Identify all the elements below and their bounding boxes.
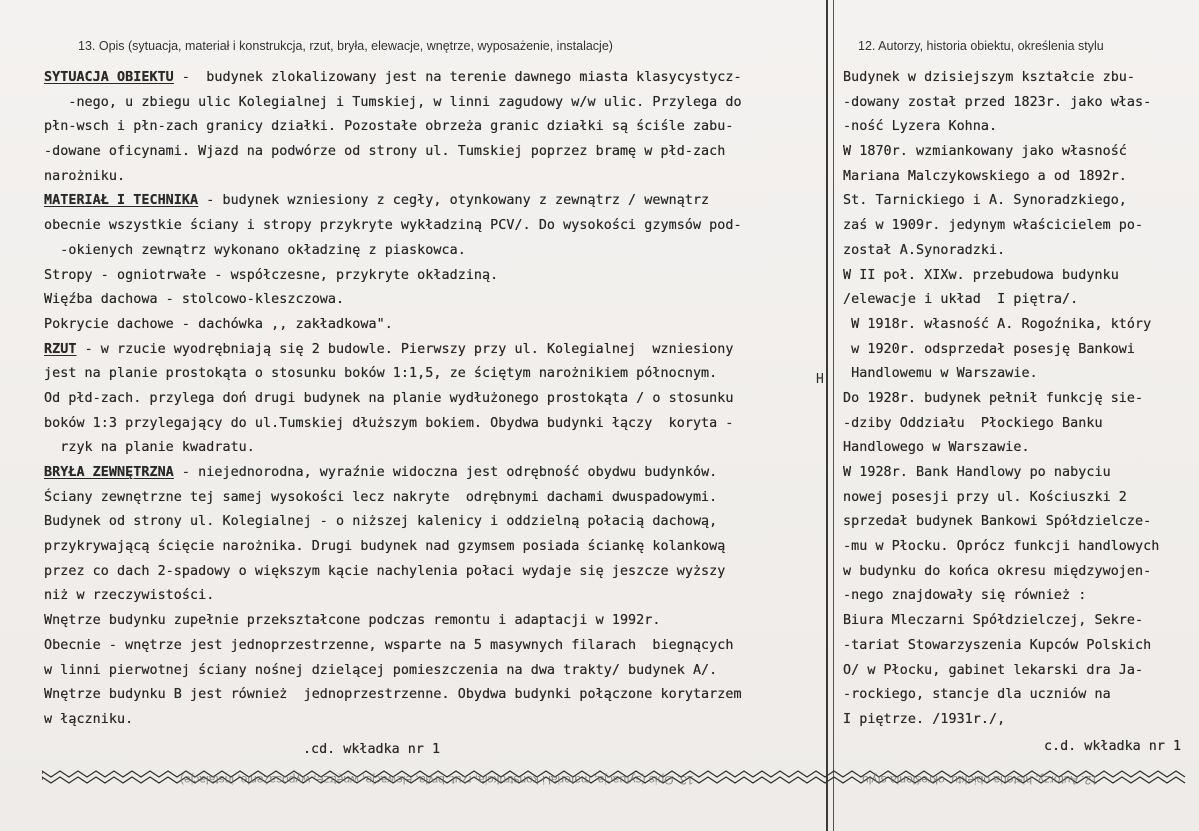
text-line xyxy=(44,66,814,91)
line-text: w łączniku. xyxy=(44,711,134,727)
text-line xyxy=(843,708,1188,733)
text-line xyxy=(44,362,814,387)
text-line xyxy=(843,461,1188,486)
section-13-header: 13. Opis (sytuacja, materiał i konstrukcja, rzut, bryła, elewacje, wnętrze, wyposażenie, instalacje) xyxy=(78,39,613,53)
text-line xyxy=(843,189,1188,214)
line-text: obecnie wszystkie ściany i stropy przykryte wykładziną PCV/. Do wysokości gzymsów pod- xyxy=(44,218,742,234)
text-line xyxy=(843,387,1188,412)
line-text: narożniku. xyxy=(44,168,126,184)
line-text: W 1928r. Bank Handlowy po nabyciu xyxy=(843,465,1111,480)
line-text: W II poł. XIXw. przebudowa budynku xyxy=(843,267,1119,283)
text-line xyxy=(843,338,1188,363)
description-column xyxy=(44,66,814,733)
line-text: rzyk na planie kwadratu. xyxy=(44,440,255,456)
line-text: -dowane oficynami. Wjazd na podwórze od strony ul. Tumskiej poprzez bramę w płd-zach xyxy=(44,144,726,160)
text-line xyxy=(843,140,1188,165)
text-line xyxy=(44,412,814,437)
line-text: St. Tarnickiego i A. Synoradzkiego, xyxy=(843,193,1127,209)
line-text: Pokrycie dachowe - dachówka ,, zakładkowa". xyxy=(44,316,393,332)
text-line xyxy=(44,659,814,684)
text-line xyxy=(44,115,814,140)
line-text: Ściany zewnętrzne tej samej wysokości lecz nakryte odrębnymi dachami dwuspadowymi. xyxy=(44,489,718,505)
section-label: SYTUACJA OBIEKTU xyxy=(44,70,174,85)
text-line xyxy=(843,165,1188,190)
line-text: -okienych zewnątrz wykonano okładzinę z piaskowca. xyxy=(44,242,466,258)
text-line xyxy=(843,214,1188,239)
mirrored-footer-right: 12. Autorzy, historia obiektu, określenia stylu xyxy=(862,773,1098,787)
line-text: jest na planie prostokąta o stosunku boków 1:1,5, ze ściętym narożnikiem północnym. xyxy=(44,366,718,382)
line-text: /elewacje i układ I piętra/. xyxy=(843,292,1079,308)
history-column xyxy=(843,66,1188,733)
text-line xyxy=(843,436,1188,461)
text-line xyxy=(843,66,1188,91)
text-line xyxy=(44,486,814,511)
text-line xyxy=(843,115,1188,140)
line-text: Mariana Malczykowskiego a od 1892r. xyxy=(843,168,1127,184)
text-line xyxy=(44,313,814,338)
line-text: Wnętrze budynku B jest również jednoprzestrzenne. Obydwa budynki połączone korytarzem xyxy=(44,687,742,703)
line-text: przez co dach 2-spadowy o większym kącie nachylenia połaci wydaje się jeszcze wyższy xyxy=(44,563,726,579)
line-text: Od płd-zach. przylega doń drugi budynek na planie wydłużonego prostokąta / o stosunku xyxy=(44,390,734,406)
column-divider-secondary xyxy=(833,0,834,831)
text-line xyxy=(843,535,1188,560)
text-line xyxy=(843,288,1188,313)
text-line xyxy=(44,140,814,165)
text-line xyxy=(44,708,814,733)
text-line xyxy=(44,189,814,214)
line-text: w linni pierwotnej ściany nośnej dzielącej pomieszczenia na dwa trakty/ budynek A/. xyxy=(44,662,718,678)
line-text: Obecnie - wnętrze jest jednoprzestrzenne, wsparte na 5 masywnych filarach biegnących xyxy=(44,637,734,653)
text-line xyxy=(843,584,1188,609)
line-text: został A.Synoradzki. xyxy=(843,242,1006,258)
margin-marker: H xyxy=(816,372,824,387)
line-text: płn-wsch i płn-zach granicy działki. Pozostałe obrzeża granic działki są ściśle zabu- xyxy=(44,119,734,135)
text-line xyxy=(843,486,1188,511)
text-line xyxy=(843,239,1188,264)
text-line xyxy=(44,683,814,708)
text-line xyxy=(843,412,1188,437)
text-line xyxy=(44,214,814,239)
line-text: -tariat Stowarzyszenia Kupców Polskich xyxy=(843,637,1152,653)
text-line xyxy=(44,387,814,412)
line-text: Stropy - ogniotrwałe - współczesne, przykryte okładziną. xyxy=(44,267,499,283)
text-line xyxy=(843,560,1188,585)
line-text: niż w rzeczywistości. xyxy=(44,588,215,604)
text-line xyxy=(44,560,814,585)
right-continuation-note: c.d. wkładka nr 1 xyxy=(1044,739,1182,754)
text-line xyxy=(44,165,814,190)
text-line xyxy=(843,510,1188,535)
line-text: -dziby Oddziału Płockiego Banku xyxy=(843,415,1103,431)
section-label: BRYŁA ZEWNĘTRZNA xyxy=(44,465,174,480)
line-text: I piętrze. /1931r./, xyxy=(843,711,1006,727)
line-text: boków 1:3 przylegający do ul.Tumskiej dłuższym bokiem. Obydwa budynki łączy koryta - xyxy=(44,415,734,431)
line-text: O/ w Płocku, gabinet lekarski dra Ja- xyxy=(843,662,1144,678)
line-text: -nego, u zbiegu ulic Kolegialnej i Tumskiej, w linni zagudowy w/w ulic. Przylega do xyxy=(44,94,742,110)
column-divider xyxy=(826,0,828,831)
text-line xyxy=(843,659,1188,684)
line-text: -rockiego, stancje dla uczniów na xyxy=(843,687,1111,703)
left-continuation-note: .cd. wkładka nr 1 xyxy=(303,742,441,757)
text-line xyxy=(44,510,814,535)
text-line xyxy=(44,634,814,659)
text-line xyxy=(44,288,814,313)
section-12-header: 12. Autorzy, historia obiektu, określenia stylu xyxy=(858,39,1104,53)
line-text: przykrywającą ścięcie narożnika. Drugi budynek nad gzymsem posiada ściankę kolankową xyxy=(44,539,726,555)
section-label: RZUT xyxy=(44,341,77,357)
text-line xyxy=(44,584,814,609)
line-text: W 1870r. wzmiankowany jako własność xyxy=(843,144,1127,160)
line-text: - w rzucie wyodrębniają się 2 budowle. Pierwszy przy ul. Kolegialnej wzniesiony xyxy=(76,341,734,357)
text-line xyxy=(843,91,1188,116)
text-line xyxy=(843,264,1188,289)
line-text: W 1918r. własność A. Rogoźnika, który xyxy=(843,316,1152,332)
line-text: Handlowemu w Warszawie. xyxy=(843,366,1038,382)
text-line xyxy=(44,609,814,634)
line-text: -dowany został przed 1823r. jako włas- xyxy=(843,94,1152,110)
text-line xyxy=(44,461,814,486)
text-line xyxy=(44,264,814,289)
line-text: -ność Lyzera Kohna. xyxy=(843,119,998,135)
text-line xyxy=(843,634,1188,659)
text-line xyxy=(843,313,1188,338)
text-line xyxy=(44,436,814,461)
line-text: zaś w 1909r. jedynym właścicielem po- xyxy=(843,218,1144,234)
text-line xyxy=(44,91,814,116)
line-text: -nego znajdowały się również : xyxy=(843,588,1087,604)
text-line xyxy=(44,535,814,560)
line-text: w 1920r. odsprzedał posesję Bankowi xyxy=(843,341,1136,357)
section-label: MATERIAŁ I TECHNIKA xyxy=(44,193,199,209)
line-text: Wnętrze budynku zupełnie przekształcone podczas remontu i adaptacji w 1992r. xyxy=(44,613,661,629)
text-line xyxy=(843,609,1188,634)
line-text: w budynku do końca okresu międzywojen- xyxy=(843,563,1152,579)
line-text: Budynek od strony ul. Kolegialnej - o niższej kalenicy i oddzielną połacią dachową, xyxy=(44,514,718,530)
line-text: - budynek zlokalizowany jest na terenie dawnego miasta klasycystycz- xyxy=(173,70,742,85)
line-text: Do 1928r. budynek pełnił funkcję sie- xyxy=(843,390,1144,406)
text-line xyxy=(843,362,1188,387)
line-text: Handlowego w Warszawie. xyxy=(843,440,1030,456)
line-text: Więźba dachowa - stolcowo-kleszczowa. xyxy=(44,292,345,308)
mirrored-footer-left: 13. Opis (sytuacja, materiał i konstrukcja, rzut, bryła, elewacje, wnętrze, wyposażenie, instalacje) xyxy=(180,773,694,787)
line-text: Biura Mleczarni Spółdzielczej, Sekre- xyxy=(843,613,1144,629)
line-text: - niejednorodna, wyraźnie widoczna jest odrębność obydwu budynków. xyxy=(173,465,718,480)
text-line xyxy=(44,338,814,363)
line-text: sprzedał budynek Bankowi Spółdzielcze- xyxy=(843,514,1152,530)
text-line xyxy=(44,239,814,264)
line-text: -mu w Płocku. Oprócz funkcji handlowych xyxy=(843,539,1160,555)
line-text: Budynek w dzisiejszym kształcie zbu- xyxy=(843,70,1136,85)
text-line xyxy=(843,683,1188,708)
line-text: - budynek wzniesiony z cegły, otynkowany z zewnątrz / wewnątrz xyxy=(198,193,710,209)
line-text: nowej posesji przy ul. Kościuszki 2 xyxy=(843,489,1127,505)
